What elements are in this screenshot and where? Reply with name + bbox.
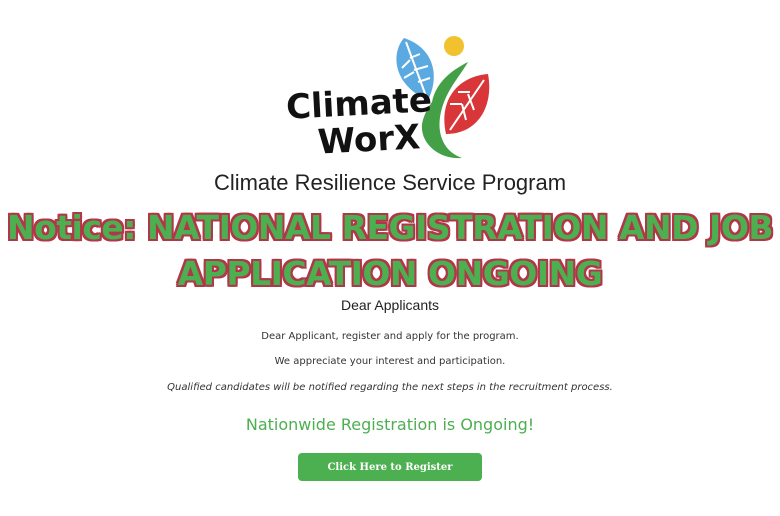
letter-heading: Dear Applicants	[340, 297, 440, 313]
letter-line-appreciate: We appreciate your interest and participation.	[274, 356, 506, 367]
registration-status: Nationwide Registration is Ongoing!	[245, 415, 535, 434]
letter-line-qualified: Qualified candidates will be notified regarding the next steps in the recruitment process.	[167, 382, 613, 393]
logo-text-line2: WorX	[316, 117, 422, 163]
notice-line1: Notice: NATIONAL REGISTRATION AND JOB	[6, 208, 774, 247]
notice-banner	[0, 205, 780, 297]
notice-line2: APPLICATION ONGOING	[177, 254, 603, 293]
letter-line-register: Dear Applicant, register and apply for the program.	[261, 331, 519, 342]
sun-icon	[444, 36, 464, 56]
register-nationwide-button[interactable]: Click Here to Register Nationwide	[298, 453, 482, 481]
logo-text-line1: Climate	[285, 80, 433, 128]
program-title: Climate Resilience Service Program	[213, 170, 567, 195]
climate-worx-logo	[282, 32, 502, 168]
